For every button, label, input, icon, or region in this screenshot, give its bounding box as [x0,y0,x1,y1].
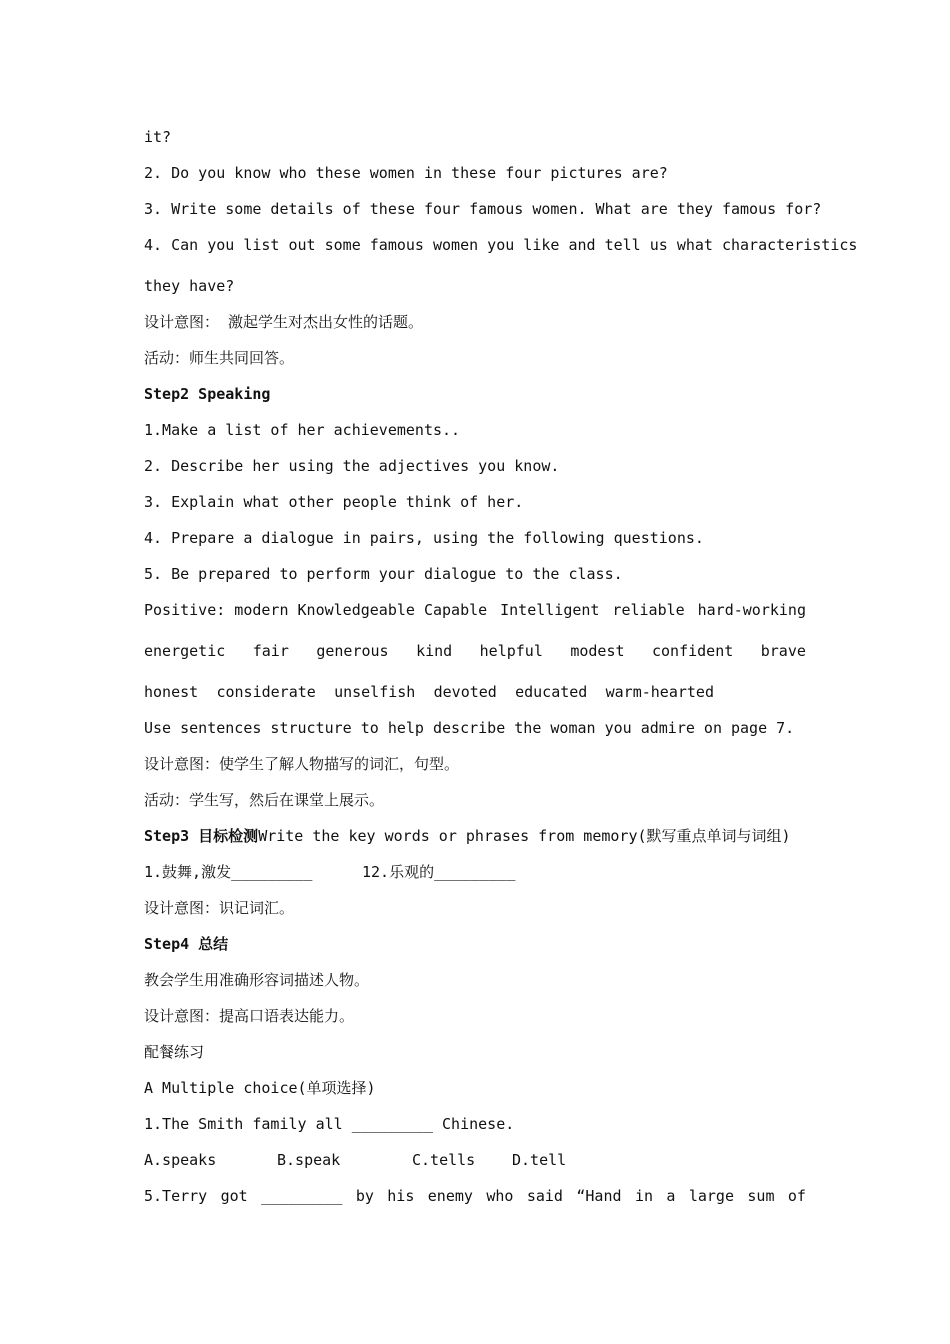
question-word: said [526,1187,563,1205]
positive-word: brave [760,642,806,660]
question-word: enemy [427,1187,473,1205]
positive-word: helpful [479,642,543,660]
design-intent-4: 设计意图：提高口语表达能力。 [144,1007,355,1025]
step2-heading: Step2 Speaking [144,385,271,403]
positive-word: Intelligent [500,601,600,619]
step4-text: 教会学生用准确形容词描述人物。 [144,971,370,989]
question-word: sum [747,1187,775,1205]
design-intent-2: 设计意图：使学生了解人物描写的词汇，句型。 [144,755,460,773]
question-word: 5.Terry [144,1187,208,1205]
step2-item-2: 2. Describe her using the adjectives you know. [144,457,560,475]
positive-words-row-2 [144,641,806,661]
positive-word: devoted [433,683,497,701]
step3-item-1: 1.鼓舞,激发_________ [144,863,313,881]
step2-item-3: 3. Explain what other people think of her. [144,493,524,511]
option-a: A.speaks [144,1151,217,1169]
step3-heading-label: Step3 目标检测 [144,827,259,845]
mc-question-1-options [144,1150,566,1170]
design-intent-3: 设计意图：识记词汇。 [144,899,295,917]
positive-word: educated [515,683,588,701]
positive-word: fair [252,642,289,660]
step3-heading-instruction: Write the key words or phrases from memory(默写重点单词与词组) [258,827,791,845]
option-b: B.speak [277,1151,341,1169]
activity-2: 活动：学生写，然后在课堂上展示。 [144,791,385,809]
positive-word: modest [570,642,625,660]
question-3: 3. Write some details of these four famous women. What are they famous for? [144,200,822,218]
positive-word: honest [144,683,199,701]
positive-word: energetic [144,642,226,660]
question-word: of [787,1187,806,1205]
option-d: D.tell [512,1151,567,1169]
positive-word: unselfish [334,683,416,701]
step2-item-1: 1.Make a list of her achievements.. [144,421,461,439]
question-4: 4. Can you list out some famous women you like and tell us what characteristics [144,236,858,254]
mc-question-5 [144,1186,806,1206]
positive-word: generous [316,642,389,660]
positive-word: warm-hearted [605,683,714,701]
positive-word: kind [416,642,453,660]
step4-heading: Step4 总结 [144,935,229,953]
positive-word: hard-working [697,601,806,619]
use-sentence-instruction: Use sentences structure to help describe the woman you admire on page 7. [144,719,795,737]
step2-item-5: 5. Be prepared to perform your dialogue to the class. [144,565,623,583]
question-word: _________ [261,1187,343,1205]
question-word: got [220,1187,248,1205]
activity-1: 活动：师生共同回答。 [144,349,295,367]
positive-word: Positive: modern Knowledgeable Capable [144,601,488,619]
positive-word: reliable [612,601,685,619]
positive-words-row-3 [144,682,714,702]
question-word: by [355,1187,374,1205]
mc-question-1: 1.The Smith family all _________ Chinese. [144,1115,515,1133]
positive-word: considerate [216,683,316,701]
question-4-continuation: they have? [144,277,235,295]
practice-title: 配餐练习 [144,1043,205,1061]
step2-item-4: 4. Prepare a dialogue in pairs, using the following questions. [144,529,704,547]
positive-words-row-1 [144,600,806,620]
option-c: C.tells [412,1151,476,1169]
question-word: large [688,1187,734,1205]
question-2: 2. Do you know who these women in these four pictures are? [144,164,668,182]
question-continuation: it? [144,128,172,146]
section-a-title: A Multiple choice(单项选择) [144,1079,376,1097]
question-word: his [387,1187,415,1205]
question-word: “Hand [576,1187,622,1205]
step3-item-12: 12.乐观的_________ [362,863,516,881]
positive-word: confident [652,642,734,660]
design-intent-1: 设计意图： 激起学生对杰出女性的话题。 [144,313,424,331]
question-word: who [486,1187,514,1205]
question-word: in [634,1187,653,1205]
question-word: a [666,1187,676,1205]
step3-heading [144,826,791,846]
